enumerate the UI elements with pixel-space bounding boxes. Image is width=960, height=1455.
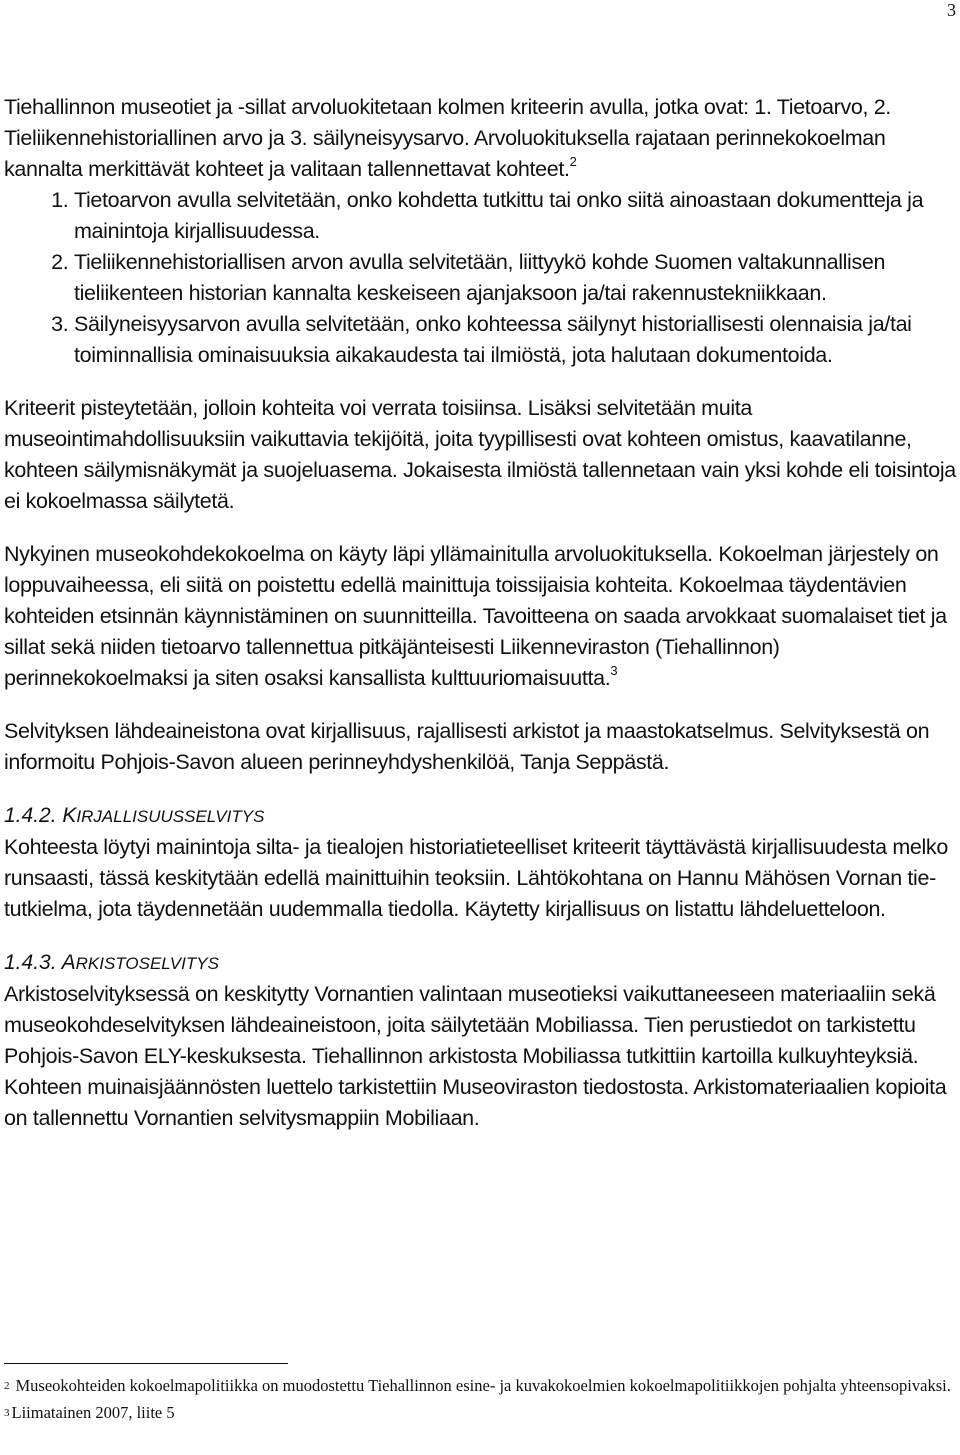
criteria-list	[4, 185, 956, 371]
page-number: 3	[947, 0, 956, 20]
archive-paragraph: Arkistoselvityksessä on keskitytty Vornantien valintaan museotieksi vaikuttaneeseen materiaaliin sekä museokohdeselvityksen lähdeaineistoon, joita säilytetään Mobiliassa. Tien perustiedot on tarkistettu Pohjois-Savon ELY-keskuksesta. Tiehallinnon arkistosta Mobiliassa tutkittiin kartoilla kulkuyhteyksiä. Kohteen muinaisjäännösten luettelo tarkistettiin Museoviraston tiedostosta. Arkistomateriaalien kopioita on tallennettu Vornantien selvitysmappiin Mobiliaan.	[4, 982, 947, 1130]
collection-paragraph: Nykyinen museokohdekokoelma on käyty läpi yllämainitulla arvoluokituksella. Kokoelman järjestely on loppuvaiheessa, eli siitä on poistettu edellä mainittuja toissijaisia kohteita. Kokoelmaa täydentävien kohteiden etsinnän käynnistäminen on suunnitteilla. Tavoitteena on saada arvokkaat suomalaiset tiet ja sillat sekä niiden tietoarvo tallennettua pitkäjänteisesti Liikenneviraston (Tiehallinnon) perinnekokoelmaksi ja siten osaksi kansallista kulttuuriomaisuutta.$^3$	[4, 542, 947, 690]
criteria-item-3: 3. Säilyneisyysarvon avulla selvitetään, onko kohteessa säilynyt historiallisesti olennaisia ja/tai toiminnallisia ominaisuuksia aikakaudesta tai ilmiöstä, jota halutaan dokumentoida.	[74, 309, 956, 371]
footnote-3: $^3$ Liimatainen 2007, liite 5	[4, 1403, 175, 1422]
section-heading-literature: 1.4.2. KIRJALLISUUSSELVITYS	[4, 804, 265, 827]
sources-paragraph: Selvityksen lähdeaineistona ovat kirjallisuus, rajallisesti arkistot ja maastokatselmus. Selvityksestä on informoitu Pohjois-Savon alueen perinneyhdyshenkilöä, Tanja Seppästä.	[4, 719, 930, 774]
footnote-2: $^2$ Museokohteiden kokoelmapolitiikka on muodostettu Tiehallinnon esine- ja kuvakokoelmien kokoelmapolitiikkojen pohjalta yhteensopivaksi.	[4, 1376, 951, 1395]
footnotes	[4, 1363, 956, 1426]
criteria-item-2: 2. Tieliikennehistoriallisen arvon avulla selvitetään, liittyykö kohde Suomen valtakunnallisen tieliikenteen historian kannalta keskeiseen ajanjaksoon ja/tai rakennustekniikkaan.	[74, 247, 956, 309]
footnote-ref-2[interactable]: 2	[569, 153, 577, 169]
document-body	[4, 92, 956, 1134]
footnote-ref-3[interactable]: 3	[610, 662, 618, 678]
scoring-paragraph: Kriteerit pisteytetään, jolloin kohteita voi verrata toisiinsa. Lisäksi selvitetään muita museointimahdollisuuksiin vaikuttavia tekijöitä, joita tyypillisesti ovat kohteen omistus, kaavatilanne, kohteen säilymisnäkymät ja suojeluasema. Jokaisesta ilmiöstä tallennetaan vain yksi kohde eli toisintoja ei kokoelmassa säilytetä.	[4, 396, 956, 513]
criteria-item-1: 1. Tietoarvon avulla selvitetään, onko kohdetta tutkittu tai onko siitä ainoastaan dokumentteja ja mainintoja kirjallisuudessa.	[74, 185, 956, 247]
intro-paragraph: Tiehallinnon museotiet ja -sillat arvoluokitetaan kolmen kriteerin avulla, jotka ovat: 1. Tietoarvo, 2. Tieliikennehistoriallinen arvo ja 3. säilyneisyysarvo. Arvoluokituksella rajataan perinnekokoelman kannalta merkittävät kohteet ja valitaan tallennettavat kohteet.$^2$	[4, 95, 891, 181]
section-heading-archive: 1.4.3. ARKISTOSELVITYS	[4, 951, 219, 974]
footnote-divider	[4, 1363, 288, 1364]
literature-paragraph: Kohteesta löytyi mainintoja silta- ja tiealojen historiatieteelliset kriteerit täyttävästä kirjallisuudesta melko runsaasti, tässä keskitytään edellä mainittuihin teoksiin. Lähtökohtana on Hannu Mähösen Vornan tie-tutkielma, jota täydennetään uudemmalla tiedolla. Käytetty kirjallisuus on listattu lähdeluetteloon.	[4, 835, 948, 921]
